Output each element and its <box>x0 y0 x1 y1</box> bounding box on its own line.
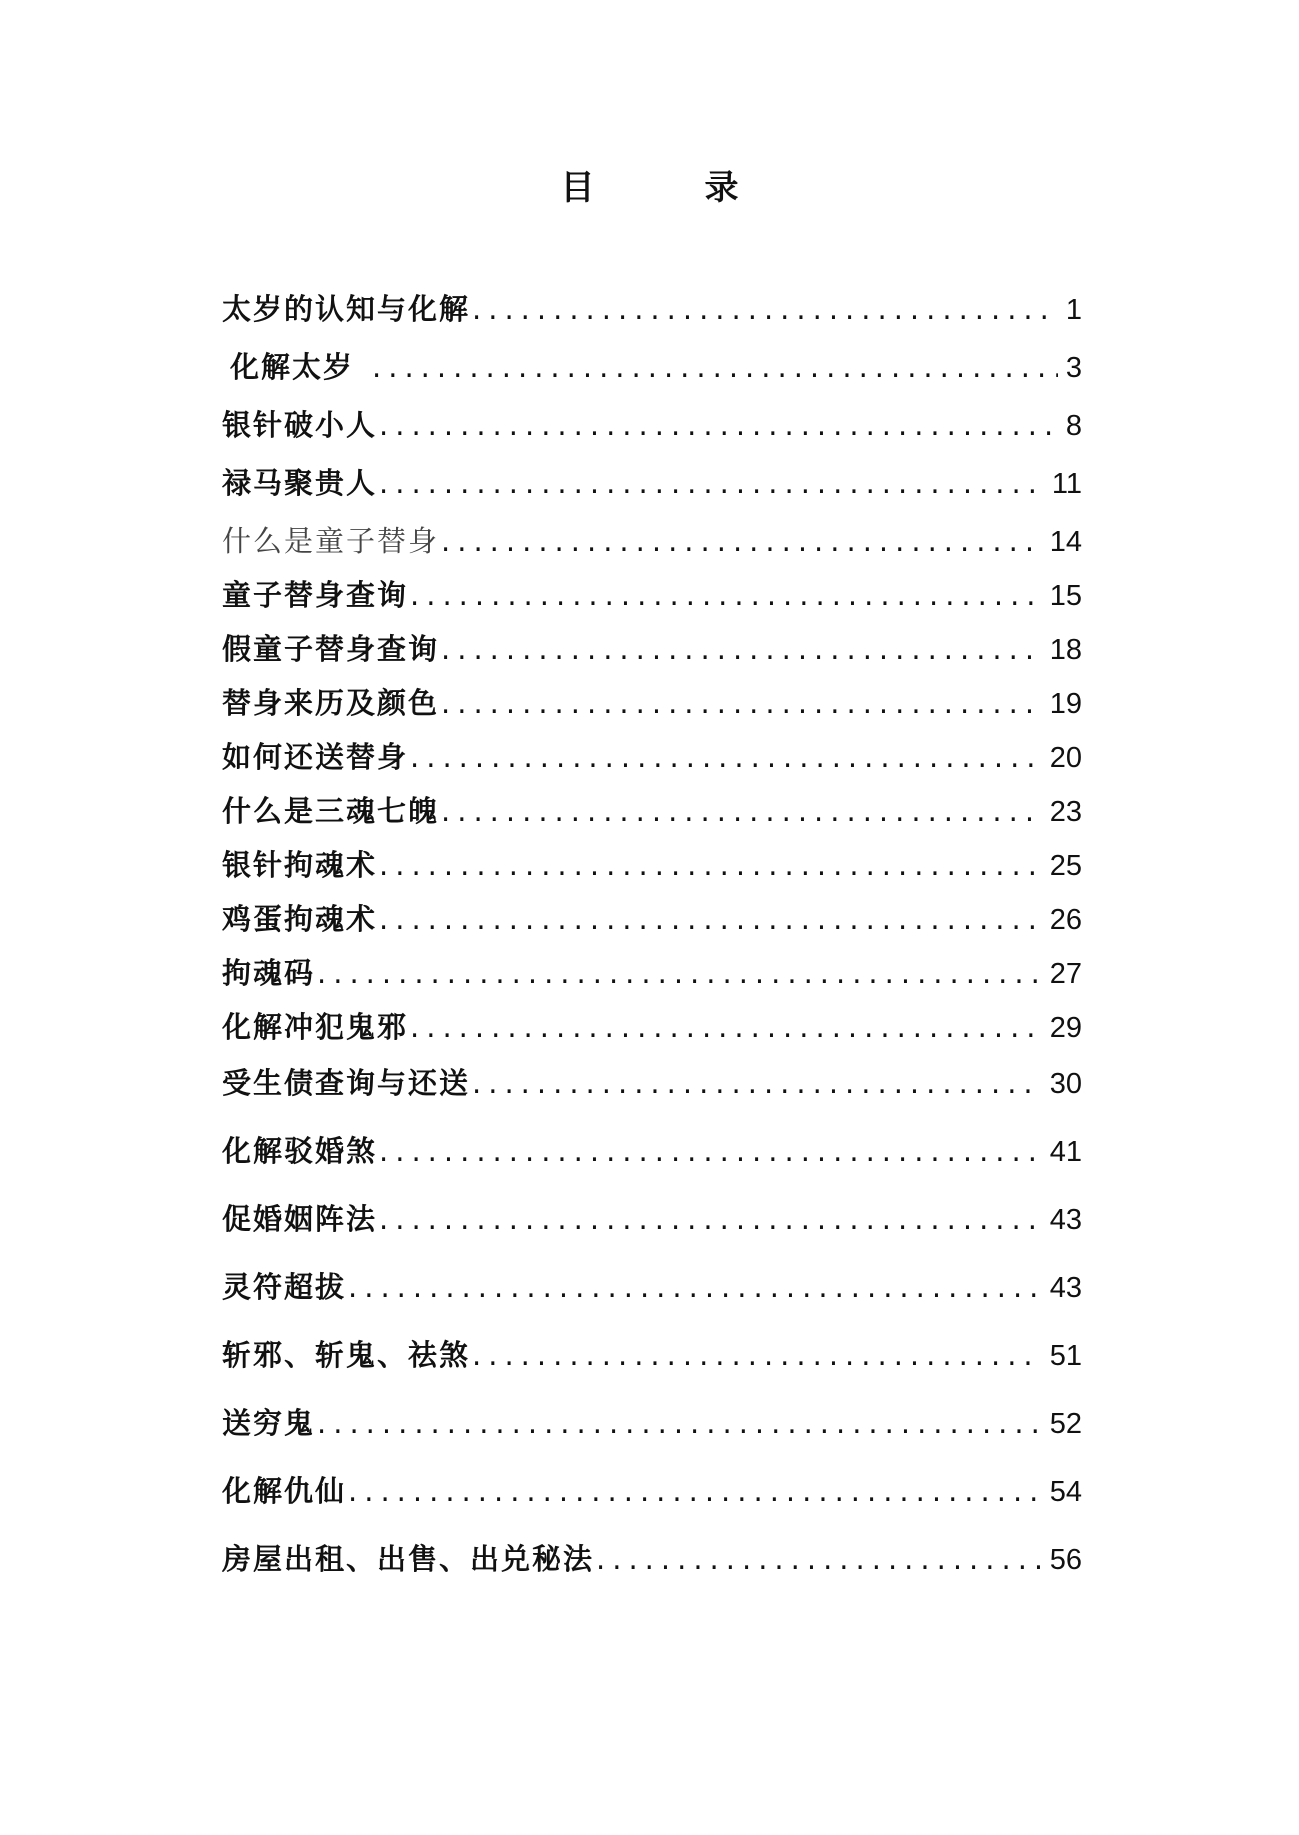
toc-entry[interactable] <box>222 403 1082 461</box>
dot-leader <box>379 848 1042 882</box>
toc-entry[interactable] <box>222 681 1082 735</box>
dot-leader <box>596 1542 1042 1576</box>
toc-entry-page: 43 <box>1049 1204 1082 1236</box>
dot-leader <box>317 956 1042 990</box>
toc-entry-page: 51 <box>1049 1340 1082 1372</box>
toc-entry-label: 银针破小人 <box>222 408 378 442</box>
toc-entry[interactable] <box>222 1265 1082 1333</box>
toc-entry[interactable] <box>222 1005 1082 1061</box>
dot-leader <box>441 524 1042 558</box>
dot-leader <box>379 902 1042 936</box>
toc-entry-label: 替身来历及颜色 <box>222 686 440 720</box>
toc-list <box>222 287 1082 1605</box>
toc-entry-page: 25 <box>1049 850 1082 882</box>
dot-leader <box>372 350 1058 384</box>
toc-title: 目 录 <box>560 168 777 208</box>
toc-entry[interactable] <box>222 627 1082 681</box>
toc-entry-page: 52 <box>1049 1408 1082 1440</box>
toc-entry[interactable] <box>222 1129 1082 1197</box>
toc-entry-label: 促婚姻阵法 <box>222 1202 378 1236</box>
toc-entry-label: 化解仇仙 <box>222 1474 347 1508</box>
toc-entry[interactable] <box>222 345 1082 403</box>
toc-entry-page: 14 <box>1049 526 1082 558</box>
toc-entry[interactable] <box>222 1197 1082 1265</box>
toc-entry-label: 禄马聚贵人 <box>222 466 378 500</box>
toc-entry-page: 30 <box>1049 1068 1082 1100</box>
dot-leader <box>472 1338 1042 1372</box>
toc-entry-label: 斩邪、斩鬼、祛煞 <box>222 1338 471 1372</box>
toc-entry-label: 假童子替身查询 <box>222 632 440 666</box>
toc-entry[interactable] <box>222 1401 1082 1469</box>
toc-entry-page: 15 <box>1049 580 1082 612</box>
toc-entry-label: 化解驳婚煞 <box>222 1134 378 1168</box>
toc-entry[interactable] <box>222 1469 1082 1537</box>
dot-leader <box>379 466 1042 500</box>
dot-leader <box>441 686 1042 720</box>
toc-entry-label: 如何还送替身 <box>222 740 409 774</box>
dot-leader <box>441 632 1042 666</box>
toc-entry[interactable] <box>222 1333 1082 1401</box>
dot-leader <box>348 1270 1042 1304</box>
dot-leader <box>410 740 1042 774</box>
toc-entry-label: 银针拘魂术 <box>222 848 378 882</box>
dot-leader <box>317 1406 1042 1440</box>
toc-entry[interactable] <box>222 573 1082 627</box>
toc-entry-page: 43 <box>1049 1272 1082 1304</box>
dot-leader <box>379 1202 1042 1236</box>
toc-entry[interactable] <box>222 789 1082 843</box>
dot-leader <box>472 292 1058 326</box>
toc-entry-label: 什么是童子替身 <box>222 524 440 558</box>
toc-entry[interactable] <box>222 287 1082 345</box>
toc-entry-page: 3 <box>1065 352 1082 384</box>
dot-leader <box>410 1010 1042 1044</box>
toc-entry[interactable] <box>222 519 1082 573</box>
toc-entry-page: 19 <box>1049 688 1082 720</box>
toc-entry-label: 房屋出租、出售、出兑秘法 <box>222 1542 595 1576</box>
toc-entry-page: 26 <box>1049 904 1082 936</box>
toc-entry[interactable] <box>222 461 1082 519</box>
toc-entry-label: 送穷鬼 <box>222 1406 316 1440</box>
dot-leader <box>441 794 1042 828</box>
toc-entry-page: 18 <box>1049 634 1082 666</box>
toc-entry-page: 56 <box>1049 1544 1082 1576</box>
toc-entry-label: 鸡蛋拘魂术 <box>222 902 378 936</box>
toc-entry[interactable] <box>222 897 1082 951</box>
dot-leader <box>379 1134 1042 1168</box>
toc-entry-label: 拘魂码 <box>222 956 316 990</box>
toc-entry[interactable] <box>222 1061 1082 1129</box>
toc-entry-page: 20 <box>1049 742 1082 774</box>
toc-entry-label: 受生债查询与还送 <box>222 1066 471 1100</box>
toc-entry-page: 1 <box>1065 294 1082 326</box>
toc-entry[interactable] <box>222 735 1082 789</box>
toc-entry-page: 27 <box>1049 958 1082 990</box>
toc-entry-page: 23 <box>1049 796 1082 828</box>
toc-entry-page: 11 <box>1051 468 1082 500</box>
toc-entry-label: 童子替身查询 <box>222 578 409 612</box>
toc-entry-page: 54 <box>1049 1476 1082 1508</box>
toc-entry-label: 太岁的认知与化解 <box>222 292 471 326</box>
toc-entry[interactable] <box>222 843 1082 897</box>
toc-entry-label: 什么是三魂七魄 <box>222 794 440 828</box>
toc-entry-label: 灵符超拔 <box>222 1270 347 1304</box>
dot-leader <box>348 1474 1042 1508</box>
toc-entry-page: 41 <box>1049 1136 1082 1168</box>
toc-entry-label: 化解冲犯鬼邪 <box>222 1010 409 1044</box>
toc-entry-page: 29 <box>1049 1012 1082 1044</box>
toc-entry-page: 8 <box>1065 410 1082 442</box>
dot-leader <box>472 1066 1042 1100</box>
toc-entry[interactable] <box>222 951 1082 1005</box>
dot-leader <box>379 408 1058 442</box>
dot-leader <box>410 578 1042 612</box>
toc-entry-label: 化解太岁 <box>230 350 355 384</box>
toc-entry[interactable] <box>222 1537 1082 1605</box>
